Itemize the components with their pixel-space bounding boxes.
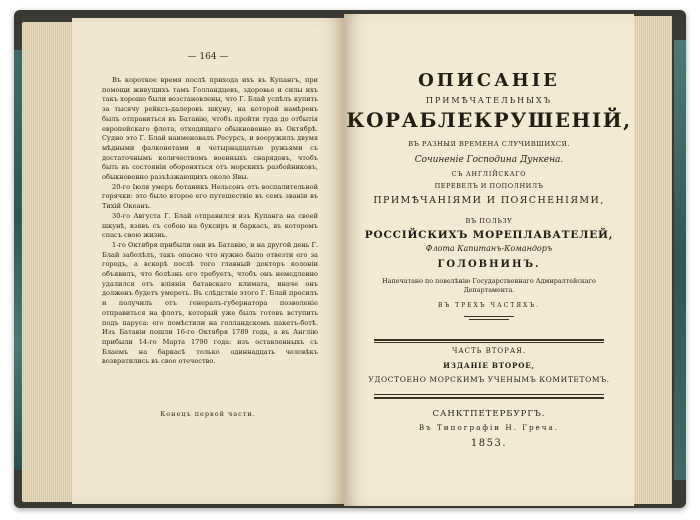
- divider-rule: [374, 394, 604, 395]
- page-block-right: [632, 16, 672, 504]
- divider-rule: [464, 316, 514, 317]
- author-line: Сочиненіе Господина Дункена.: [414, 155, 564, 165]
- imprint-printer: Въ Типографіи Н. Греча.: [418, 423, 560, 432]
- paragraph: Въ короткое время послѣ прихода ихъ въ Купангъ, при помощи живущихъ тамъ Голландцевъ, здоровье и силы ихъ такъ хорошо были возстановлены, что Г. Блай успѣлъ купить за тысячу рейксъ-далеровъ шкуну, на которой намѣренъ былъ отправиться въ Батавію, чтобъ пройти туда до отбытія европейскаго флота, отходящаго обыкновенно въ Октябрѣ. Судно это Г. Блай наименовалъ Ресурсъ, и вооружилъ двумя мѣдными фалконетами и четырнадцатью ружьями съ достаточнымъ количествомъ военныхъ снарядовъ, чтобъ быть въ состояніи обороняться отъ морскихъ разбойниковъ, обыкновенно разъѣзжающихъ около Явы.: [102, 76, 318, 182]
- part-number: ЧАСТЬ ВТОРАЯ.: [451, 347, 527, 355]
- page-number: — 164 —: [187, 52, 229, 62]
- printed-by-order-line-1: Напечатано по повелѣнію Государственнаго Адмиралтейскаго: [382, 277, 596, 285]
- title-korablekrusheniy: КОРАБЛЕКРУШЕНІЙ,: [346, 108, 632, 132]
- volumes-line: ВЪ ТРЕХЪ ЧАСТЯХЪ.: [437, 302, 540, 309]
- annotations-line: ПРИМѢЧАНІЯМИ И ПОЯСНЕНІЯМИ,: [373, 195, 605, 206]
- translator-name: ГОЛОВНИНЪ.: [437, 259, 541, 270]
- russian-seafarers-line: РОССІЙСКИХЪ МОРЕПЛАВАТЕЛЕЙ,: [364, 229, 614, 241]
- paragraph: 30-го Августа Г. Блай отправился изъ Купанга на своей шкунѣ, взявъ съ собою на буксиръ и баркасъ, въ которомъ спасъ свою жизнь.: [102, 211, 318, 240]
- edition-line: ИЗДАНІЕ ВТОРОЕ,: [443, 361, 535, 370]
- translated-from: СЪ АНГЛІЙСКАГО: [451, 171, 527, 178]
- subtitle-vraznye: ВЪ РАЗНЫЯ ВРЕМЕНА СЛУЧИВШИХСЯ.: [408, 140, 570, 148]
- marbled-edge-right: [674, 40, 686, 480]
- rank-line: Флота Капитанъ-Командоръ: [425, 244, 553, 253]
- left-page-body: [102, 76, 318, 367]
- title-opisanie: ОПИСАНІЕ: [418, 70, 560, 91]
- paragraph: 1-го Октября прибыли они въ Батавію, и на другой день Г. Блай заболѣлъ, такъ опасно что нужно было отвезти его за городъ, а вскорѣ послѣ того главный докторъ колоніи объявилъ, что болѣзнь его требуетъ, чтобъ онъ немедленно удалился отъ вліянія батавскаго климата, иначе онъ долженъ будетъ умереть. Въ слѣдствіе этого Г. Блай просилъ и получилъ отъ генералъ-губернатора позволеніе отправиться на флотъ, который уже былъ готовъ вступить подъ паруса: его помѣстили на голландскомъ пакетъ-ботѣ. Изъ Батавіи пошли 16-го Октября 1789 года, а въ Англію прибыли 14-го Марта 1790 года: изъ оставленныхъ съ Блаемъ на баркасѣ только одиннадцать человѣкъ возвратились въ свое отечество.: [102, 240, 318, 366]
- title-primechatelnyh: ПРИМѢЧАТЕЛЬНЫХЪ: [425, 96, 552, 105]
- divider-rule: [469, 319, 509, 320]
- for-benefit-line: ВЪ ПОЛЬЗУ: [465, 217, 513, 225]
- title-page: [344, 14, 634, 506]
- translated-line: ПЕРЕВЕЛЪ И ПОПОЛНИЛЪ: [434, 182, 544, 190]
- paragraph: 20-го Іюля умеръ ботаникъ Нельсонъ отъ воспалительной горячки: это было второе его путешествіе въ семъ званіи въ Тихій Океанъ.: [102, 182, 318, 211]
- divider-rule: [374, 339, 604, 341]
- printed-by-order-line-2: Департамента.: [463, 286, 515, 294]
- left-page: [72, 18, 344, 504]
- imprint-year: 1853.: [470, 438, 508, 449]
- divider-rule: [374, 397, 604, 399]
- divider-rule: [374, 342, 604, 343]
- imprint-city: САНКТПЕТЕРБУРГЪ.: [432, 409, 546, 419]
- approval-line: УДОСТОЕНО МОРСКИМЪ УЧЕНЫМЪ КОМИТЕТОМЪ.: [368, 375, 610, 384]
- end-of-part-note: Конецъ первой части.: [160, 410, 256, 418]
